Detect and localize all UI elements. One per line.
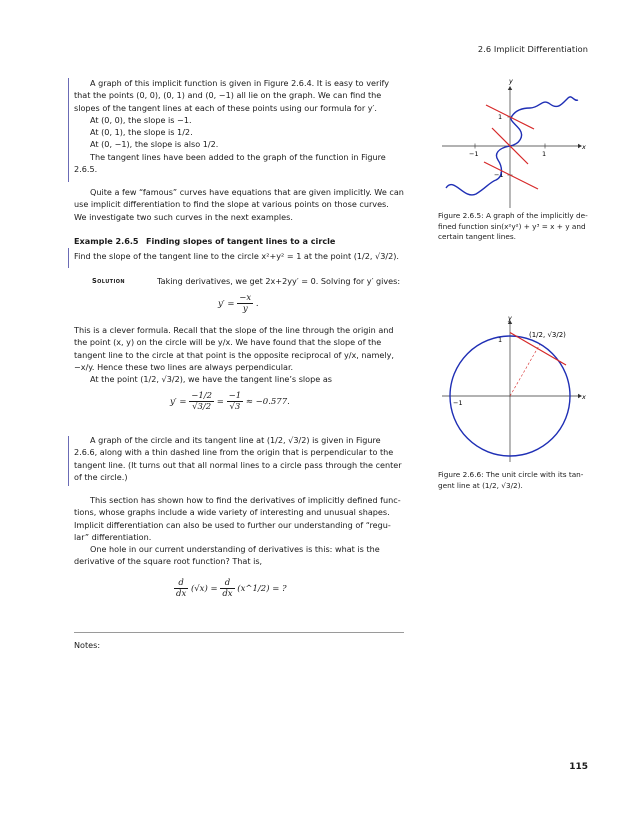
text-line: The tangent lines have been added to the graph of the function in Figure [90,151,386,162]
axes [442,77,586,208]
text-line: tions, whose graphs include a wide variety of interesting and unusual shapes. [74,507,390,518]
denominator: √3/2 [192,402,212,412]
fraction [189,391,214,412]
notes-label: Notes: [74,640,101,650]
running-header: 2.6 Implicit Differentiation [477,44,588,54]
x-axis-label: x [582,393,586,401]
text-line: This section has shown how to find the derivatives of implicitly defined func- [90,495,401,505]
margin-bar [68,78,69,182]
solution-text: Taking derivatives, we get 2x+2yy′ = 0. Solving for y′ gives: [157,276,401,286]
figure-unit-circle [438,314,588,464]
eq-tail: ≈ −0.577. [245,397,290,407]
text-line: lar” differentiation. [74,531,152,542]
eq-equals: = [210,584,218,594]
text-line: tangent line to the circle at that point is the opposite reciprocal of y/x, namely, [74,349,394,360]
margin-bar [68,436,69,486]
denominator: √3 [229,402,241,412]
margin-bar [68,248,69,268]
x-axis-label: x [582,143,586,151]
eq-sqrt-x: (√x) [190,584,208,594]
eq-equals: = [216,397,224,407]
caption-line: fined function sin(x²y²) + y³ = x + y and [438,221,586,231]
caption-line: certain tangent lines. [438,232,516,242]
slope-item: At (0, 1), the slope is 1/2. [90,127,193,138]
tick-label: 1 [498,113,503,121]
paragraph-circle-graph [74,434,404,483]
numerator: d [174,578,188,589]
tangent-lines [484,105,538,189]
slope-item: At (0, 0), the slope is −1. [90,114,192,125]
y-axis-arrow [508,86,512,90]
paragraph-summary [74,494,404,568]
caption-line: Figure 2.6.6: The unit circle with its tan- [438,470,584,479]
tick-label: 1 [542,150,547,158]
notes-divider [74,632,404,633]
text-line: One hole in our current understanding of derivatives is this: what is the [90,544,380,555]
page-number: 115 [569,762,588,772]
fraction [227,391,244,412]
point-label: (1/2, √3/2) [529,331,566,339]
eq-tail: = ? [272,584,287,594]
figure-caption [438,211,598,243]
example-title: Finding slopes of tangent lines to a circle [146,236,336,246]
text-line: A graph of the circle and its tangent line at (1/2, √3/2) is given in Figure [90,435,381,445]
tick-label: 1 [498,336,503,344]
text-line: −x/y. Hence these two lines are always perpendicular. [74,361,294,372]
equation-derivative [218,293,259,314]
text-line: Quite a few “famous” curves have equations that are given implicitly. We can [90,187,404,197]
solution-label: Solution [92,277,125,285]
text-line: 2.6.5. [74,164,98,175]
figure-caption [438,470,598,491]
example-label: Example 2.6.5 [74,236,139,246]
equation-slope-value [170,391,290,412]
text-line: tangent line. (It turns out that all normal lines to a circle pass through the center [74,459,402,470]
tick-label: −1 [453,399,463,407]
eq-tail: . [255,299,259,309]
tick-label: −1 [494,171,504,179]
text-line: of the circle.) [74,471,128,482]
text-line: We investigate two such curves in the next examples. [74,211,293,222]
caption-line: gent line at (1/2, √3/2). [438,480,523,490]
text-line: the point (x, y) on the circle will be y/x. We have found that the slope of the [74,337,382,348]
y-axis-label: y [509,77,513,85]
fraction [220,578,234,599]
eq-power: (x^1/2) [237,584,270,594]
denominator: dx [176,589,187,599]
denominator: y [242,304,248,314]
numerator: −1 [228,391,242,401]
y-axis-label: y [508,314,512,322]
text-line: This is a clever formula. Recall that the slope of the line through the origin and [74,325,394,335]
paragraph-implicit-graph [74,77,404,175]
example-statement: Find the slope of the tangent line to the circle x²+y² = 1 at the point (1/2, √3/2). [74,251,399,261]
text-line: 2.6.6, along with a thin dashed line from the origin that is perpendicular to the [74,447,394,458]
text-line: derivative of the square root function? That is, [74,556,263,567]
eq-lhs: y′ = [218,299,235,309]
text-line: At the point (1/2, √3/2), we have the tangent line’s slope as [90,374,332,385]
numerator: d [220,578,234,589]
fraction [174,578,188,599]
fraction [237,293,253,314]
normal-line [510,344,540,396]
slope-item: At (0, −1), the slope is also 1/2. [90,139,219,150]
eq-lhs: y′ = [170,397,187,407]
tangent-line-bottom [484,162,538,189]
figure-implicit-curve [438,76,588,216]
denominator: dx [222,589,233,599]
equation-sqrt-derivative [174,578,287,599]
text-line: that the points (0, 0), (0, 1) and (0, −1) all lie on the graph. We can find the [74,90,382,101]
text-line: slopes of the tangent lines at each of these points using our formula for y′. [74,102,377,113]
numerator: −x [239,293,252,303]
tick-label: −1 [469,150,479,158]
text-line: Implicit differentiation can also be used to further our understanding of “regu- [74,519,391,530]
numerator: −1/2 [191,391,213,401]
caption-line: Figure 2.6.5: A graph of the implicitly de- [438,211,588,220]
text-line: use implicit differentiation to find the slope at various points on those curves. [74,199,389,210]
paragraph-perpendicular [74,324,404,385]
text-line: A graph of this implicit function is given in Figure 2.6.4. It is easy to verify [90,78,390,88]
paragraph-famous-curves [74,186,404,223]
